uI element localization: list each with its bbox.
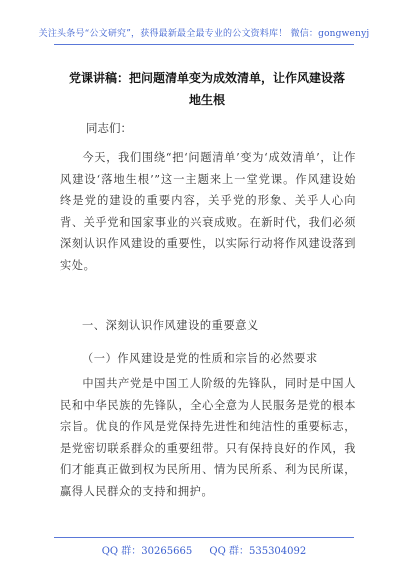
footer-qq-group-1: QQ 群：30265665: [101, 546, 193, 557]
intro-paragraph: 今天，我们围绕“把‘问题清单’变为‘成效清单’，让作风建设‘落地生根’”这一主题来上一堂党课。作风建设始终是党的建设的重要内容，关乎党的形象、关乎人心向背、关乎党和国家事业的兴衰成败。在新时代，我们必须深刻认识作风建设的重要性，以实际行动将作风建设落到实处。: [60, 151, 356, 272]
header-banner: 关注头条号“公文研究”，获得最新最全最专业的公文资料库！ 微信：gongwenyj: [38, 29, 370, 39]
footer-qq-group-2: QQ 群：535304092: [209, 546, 307, 557]
footer-divider: [54, 537, 354, 538]
document-title: 党课讲稿：把问题清单变为成效清单，让作风建设落地生根: [68, 71, 345, 107]
salutation: 同志们：: [86, 121, 132, 135]
header-divider: [54, 44, 354, 45]
footer: [0, 542, 408, 557]
section-heading: 一、深刻认识作风建设的重要意义: [82, 319, 259, 332]
body-paragraph: 中国共产党是中国工人阶级的先锋队，同时是中国人民和中华民族的先锋队，全心全意为人民服务是党的根本宗旨。优良的作风是党保持先进性和纯洁性的重要标志，是党密切联系群众的重要纽带。只有保持良好的作风，我们才能真正做到权为民所用、情为民所系、利为民所谋，赢得人民群众的支持和拥护。: [60, 377, 356, 498]
subsection-heading: （一）作风建设是党的性质和宗旨的必然要求: [82, 352, 318, 365]
